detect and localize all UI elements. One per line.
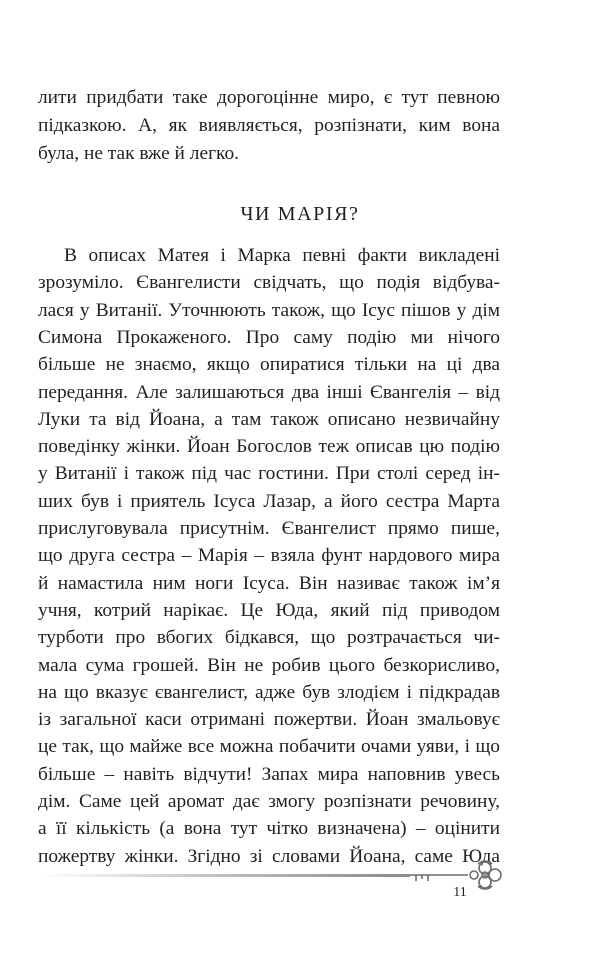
text-line: передання. Але залишаються два інші Євангелія – від — [38, 381, 500, 403]
text-line: пожертву жінки. Згідно зі словами Йоана, саме Юда — [38, 845, 500, 867]
text-line: ших був і приятель Ісуса Лазар, а його сестра Марта — [38, 490, 500, 512]
text-line: прислуговувала присутнім. Євангелист прямо пише, — [38, 518, 500, 539]
text-line: мала сума грошей. Він не робив цього безкорисливо, — [38, 654, 500, 676]
text-line: із загальної каси отримані пожертви. Йоан змальовує — [38, 709, 500, 731]
text-line: а її кількість (а вона тут чітко визначена) – оцінити — [38, 818, 500, 840]
text-line: лася у Витанії. Уточнюють також, що Ісус пішов у дім — [38, 299, 500, 321]
text-line: Луки та від Йоана, а там також описано незвичайну — [38, 408, 500, 430]
text-line: що друга сестра – Марія – взяла фунт нардового мира — [38, 545, 500, 567]
text-line: була, не так вже й легко. — [38, 143, 239, 164]
section-heading: ЧИ МАРІЯ? — [240, 203, 360, 225]
text-line: більше не знаємо, якщо опиратися тільки на ці два — [38, 354, 500, 376]
text-line: у Витанії і також під час гостини. При столі серед ін- — [38, 463, 500, 485]
text-line: лити придбати таке дорогоцінне миро, є тут певною — [38, 87, 500, 108]
text-line: це так, що майже все можна побачити очами уяви, і що — [38, 736, 500, 758]
text-line: турботи про вбогих бідкався, що розтрачається чи- — [38, 627, 500, 649]
text-line: й намастила ним ноги Ісуса. Він називає також ім’я — [38, 572, 500, 594]
text-line: зрозуміло. Євангелисти свідчать, що подія відбува- — [38, 272, 500, 294]
text-line: учня, котрий нарікає. Це Юда, який під приводом — [38, 599, 500, 621]
text-line: дім. Саме цей аромат дає змогу розпізнати речовину, — [38, 791, 500, 812]
text-line: поведінку жінки. Йоан Богослов теж описав цю подію — [38, 436, 500, 458]
text-line: Симона Прокаженого. Про саму подію ми нічого — [38, 326, 500, 348]
page-number: 11 — [453, 885, 467, 900]
text-line: на що вказує євангелист, адже був злодієм і підкрадав — [38, 681, 500, 703]
text-line: більше – навіть відчути! Запах мира наповнив увесь — [38, 763, 500, 785]
text-line: підказкою. А, як виявляється, розпізнати, ким вона — [38, 115, 500, 136]
text-line: В описах Матея і Марка певні факти викладені — [64, 245, 500, 266]
footer-rule — [40, 874, 410, 877]
